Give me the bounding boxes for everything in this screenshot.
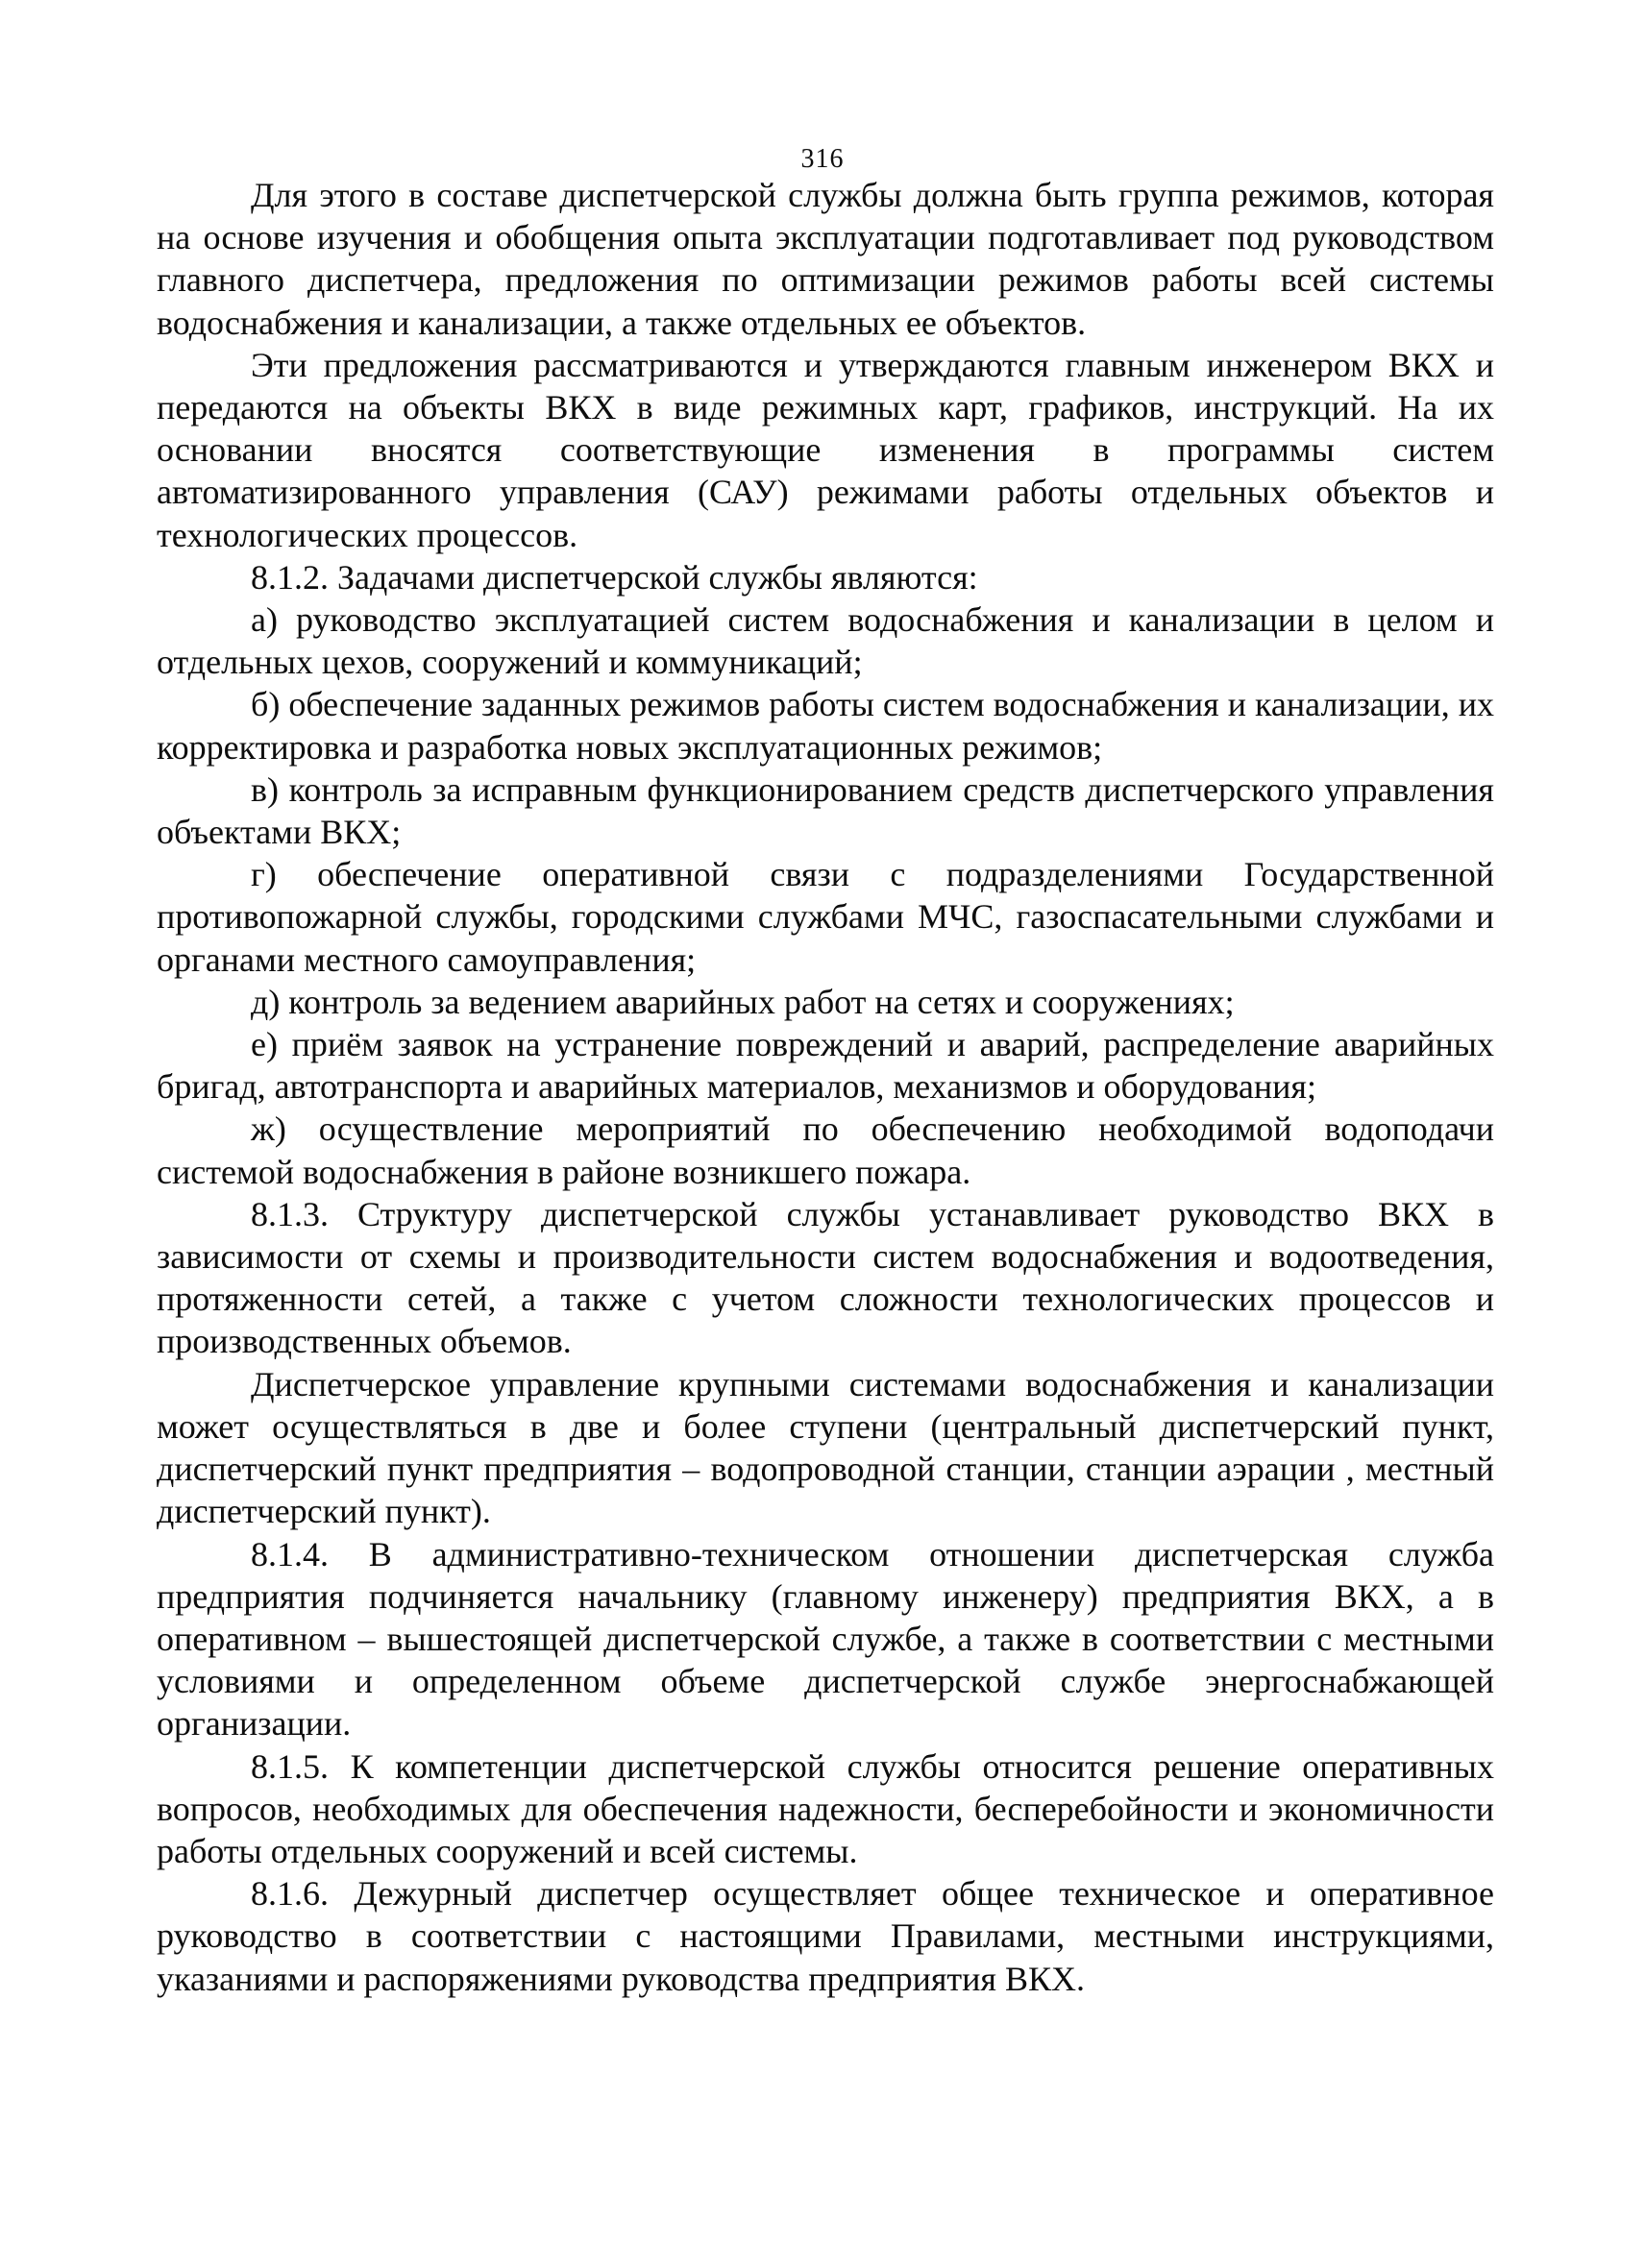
paragraph: 8.1.2. Задачами диспетчерской службы являются: <box>251 557 978 597</box>
paragraph: 8.1.6. Дежурный диспетчер осуществляет общее техническое и оперативное руководство в соответствии с настоящими Правилами, местными инструкциями, указаниями и распоряжениями руководства предприятия ВКХ. <box>157 1874 1494 1998</box>
page-number: 316 <box>800 144 845 174</box>
list-item: в) контроль за исправным функционированием средств диспетчерского управления объектами ВКХ; <box>157 769 1494 852</box>
list-item: ж) осуществление мероприятий по обеспечению необходимой водоподачи системой водоснабжения в районе возникшего пожара. <box>157 1110 1494 1191</box>
list-item: г) обеспечение оперативной связи с подразделениями Государственной противопожарной службы, городскими службами МЧС, газоспасательными службами и органами местного самоуправления; <box>157 855 1494 979</box>
paragraph: 8.1.3. Структуру диспетчерской службы устанавливает руководство ВКХ в зависимости от схемы и производительности систем водоснабжения и водоотведения, протяженности сетей, а также с учетом сложности технологических процессов и производственных объемов. <box>157 1194 1494 1361</box>
paragraph: Для этого в составе диспетчерской службы должна быть группа режимов, которая на основе изучения и обобщения опыта эксплуатации подготавливает под руководством главного диспетчера, предложения по оптимизации режимов работы всей системы водоснабжения и канализации, а также отдельных ее объектов. <box>157 176 1494 342</box>
paragraph: Диспетчерское управление крупными системами водоснабжения и канализации может осуществляться в две и более ступени (центральный диспетчерский пункт, диспетчерский пункт предприятия – водопроводной станции, станции аэрации , местный диспетчерский пункт). <box>157 1364 1494 1531</box>
list-item: е) приём заявок на устранение повреждений и аварий, распределение аварийных бригад, автотранспорта и аварийных материалов, механизмов и оборудования; <box>157 1025 1494 1107</box>
paragraph: 8.1.4. В административно-техническом отношении диспетчерская служба предприятия подчиняется начальнику (главному инженеру) предприятия ВКХ, а в оперативном – вышестоящей диспетчерской службе, а также в соответствии с местными условиями и определенном объеме диспетчерской службе энергоснабжающей организации. <box>157 1534 1494 1744</box>
paragraph: 8.1.5. К компетенции диспетчерской службы относится решение оперативных вопросов, необходимых для обеспечения надежности, бесперебойности и экономичности работы отдельных сооружений и всей системы. <box>157 1746 1494 1870</box>
paragraph: Эти предложения рассматриваются и утверждаются главным инженером ВКХ и передаются на объекты ВКХ в виде режимных карт, графиков, инструкций. На их основании вносятся соответствующие изменения в программы систем автоматизированного управления (САУ) режимами работы отдельных объектов и технологических процессов. <box>157 345 1494 554</box>
list-item: д) контроль за ведением аварийных работ на сетях и сооружениях; <box>251 982 1235 1021</box>
list-item: б) обеспечение заданных режимов работы систем водоснабжения и канализации, их корректировка и разработка новых эксплуатационных режимов; <box>157 685 1494 767</box>
list-item: а) руководство эксплуатацией систем водоснабжения и канализации в целом и отдельных цехов, сооружений и коммуникаций; <box>157 600 1494 682</box>
body-text <box>157 174 1494 2000</box>
